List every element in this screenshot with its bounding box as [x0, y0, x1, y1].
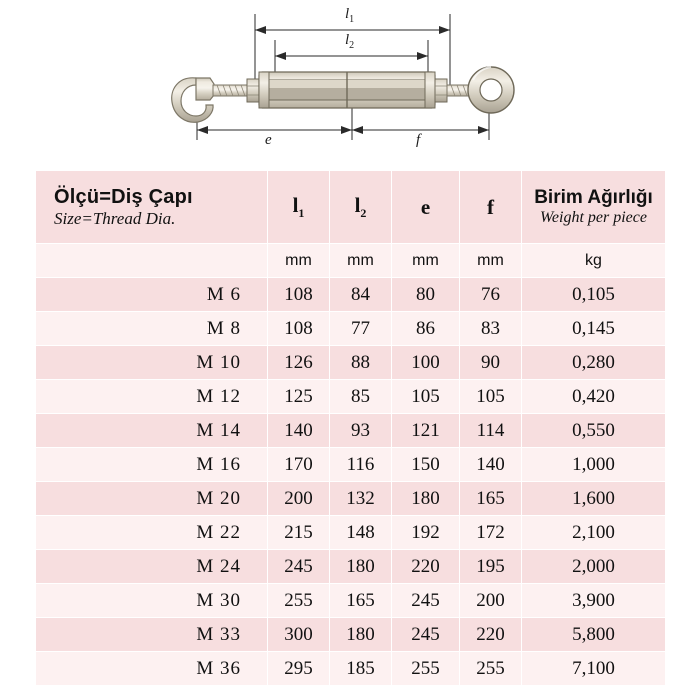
cell-l1: 126 [268, 346, 330, 380]
cell-weight: 2,100 [522, 516, 666, 550]
cell-size: M 30 [36, 584, 268, 618]
header-l1-cell: $l_1$ [268, 171, 330, 244]
cell-size: M 20 [36, 482, 268, 516]
cell-f: 200 [460, 584, 522, 618]
dimension-label-e: e [265, 132, 272, 148]
cell-l1: 108 [268, 278, 330, 312]
header-f-cell: f [460, 171, 522, 244]
header-weight-tr: Birim Ağırlığı [534, 187, 653, 209]
cell-weight: 0,420 [522, 380, 666, 414]
cell-f: 195 [460, 550, 522, 584]
units-size-cell [36, 244, 268, 278]
cell-f: 220 [460, 618, 522, 652]
hook-end [172, 78, 214, 122]
cell-l1: 125 [268, 380, 330, 414]
cell-l1: 300 [268, 618, 330, 652]
cell-weight: 2,000 [522, 550, 666, 584]
table-row [36, 516, 666, 550]
cell-l2: 180 [330, 550, 392, 584]
cell-weight: 3,900 [522, 584, 666, 618]
cell-size: M 33 [36, 618, 268, 652]
units-f-cell: mm [460, 244, 522, 278]
cell-weight: 1,000 [522, 448, 666, 482]
table-row [36, 278, 666, 312]
cell-e: 245 [392, 584, 460, 618]
cell-e: 255 [392, 652, 460, 686]
cell-l2: 185 [330, 652, 392, 686]
specification-table-wrapper [35, 170, 665, 686]
header-e-cell: e [392, 171, 460, 244]
cell-l2: 93 [330, 414, 392, 448]
header-size-tr: Ölçü=Diş Çapı [54, 186, 193, 209]
cell-l2: 132 [330, 482, 392, 516]
cell-weight: 1,600 [522, 482, 666, 516]
cell-l2: 148 [330, 516, 392, 550]
turnbuckle-body [259, 72, 435, 108]
cell-l2: 180 [330, 618, 392, 652]
cell-f: 90 [460, 346, 522, 380]
cell-weight: 0,550 [522, 414, 666, 448]
units-e-cell: mm [392, 244, 460, 278]
cell-e: 220 [392, 550, 460, 584]
table-row [36, 414, 666, 448]
cell-weight: 0,105 [522, 278, 666, 312]
cell-l1: 170 [268, 448, 330, 482]
header-size-cell [36, 171, 268, 244]
cell-e: 245 [392, 618, 460, 652]
cell-f: 114 [460, 414, 522, 448]
header-weight-cell [522, 171, 666, 244]
left-lock-nut [247, 79, 259, 102]
cell-l2: 85 [330, 380, 392, 414]
cell-l1: 215 [268, 516, 330, 550]
product-technical-drawing [0, 0, 700, 168]
turnbuckle-svg [0, 0, 700, 168]
cell-size: M 10 [36, 346, 268, 380]
header-size-en: Size=Thread Dia. [54, 208, 176, 228]
cell-l1: 108 [268, 312, 330, 346]
dimension-label-f: f [416, 132, 421, 148]
units-l2-cell: mm [330, 244, 392, 278]
table-row [36, 312, 666, 346]
cell-f: 255 [460, 652, 522, 686]
table-row [36, 448, 666, 482]
table-row [36, 584, 666, 618]
table-row [36, 618, 666, 652]
table-row [36, 380, 666, 414]
cell-size: M 16 [36, 448, 268, 482]
cell-l1: 255 [268, 584, 330, 618]
cell-e: 100 [392, 346, 460, 380]
cell-e: 86 [392, 312, 460, 346]
cell-l2: 77 [330, 312, 392, 346]
eye-end [468, 67, 514, 113]
table-row [36, 346, 666, 380]
cell-f: 83 [460, 312, 522, 346]
cell-l2: 84 [330, 278, 392, 312]
cell-e: 105 [392, 380, 460, 414]
units-weight-cell: kg [522, 244, 666, 278]
cell-f: 165 [460, 482, 522, 516]
cell-weight: 5,800 [522, 618, 666, 652]
header-weight-en: Weight per piece [540, 208, 647, 226]
cell-size: M 36 [36, 652, 268, 686]
cell-l2: 88 [330, 346, 392, 380]
cell-e: 80 [392, 278, 460, 312]
specification-table [35, 170, 666, 686]
table-row [36, 652, 666, 686]
cell-f: 76 [460, 278, 522, 312]
cell-e: 192 [392, 516, 460, 550]
cell-f: 105 [460, 380, 522, 414]
table-header-row [36, 171, 666, 244]
left-threaded-rod [213, 85, 248, 96]
table-units-row [36, 244, 666, 278]
cell-weight: 0,280 [522, 346, 666, 380]
cell-e: 150 [392, 448, 460, 482]
cell-f: 140 [460, 448, 522, 482]
dimension-label-l2: $l_2$ [345, 32, 355, 51]
cell-f: 172 [460, 516, 522, 550]
table-row [36, 550, 666, 584]
cell-l1: 245 [268, 550, 330, 584]
cell-e: 121 [392, 414, 460, 448]
cell-size: M 8 [36, 312, 268, 346]
cell-l1: 295 [268, 652, 330, 686]
cell-l2: 116 [330, 448, 392, 482]
cell-weight: 0,145 [522, 312, 666, 346]
cell-size: M 6 [36, 278, 268, 312]
cell-l1: 140 [268, 414, 330, 448]
header-l2-cell: $l_2$ [330, 171, 392, 244]
cell-e: 180 [392, 482, 460, 516]
table-row [36, 482, 666, 516]
cell-size: M 14 [36, 414, 268, 448]
cell-size: M 12 [36, 380, 268, 414]
cell-size: M 22 [36, 516, 268, 550]
cell-l1: 200 [268, 482, 330, 516]
cell-l2: 165 [330, 584, 392, 618]
cell-weight: 7,100 [522, 652, 666, 686]
cell-size: M 24 [36, 550, 268, 584]
units-l1-cell: mm [268, 244, 330, 278]
dimension-label-l1: $l_1$ [345, 6, 355, 25]
right-lock-nut [435, 79, 447, 102]
